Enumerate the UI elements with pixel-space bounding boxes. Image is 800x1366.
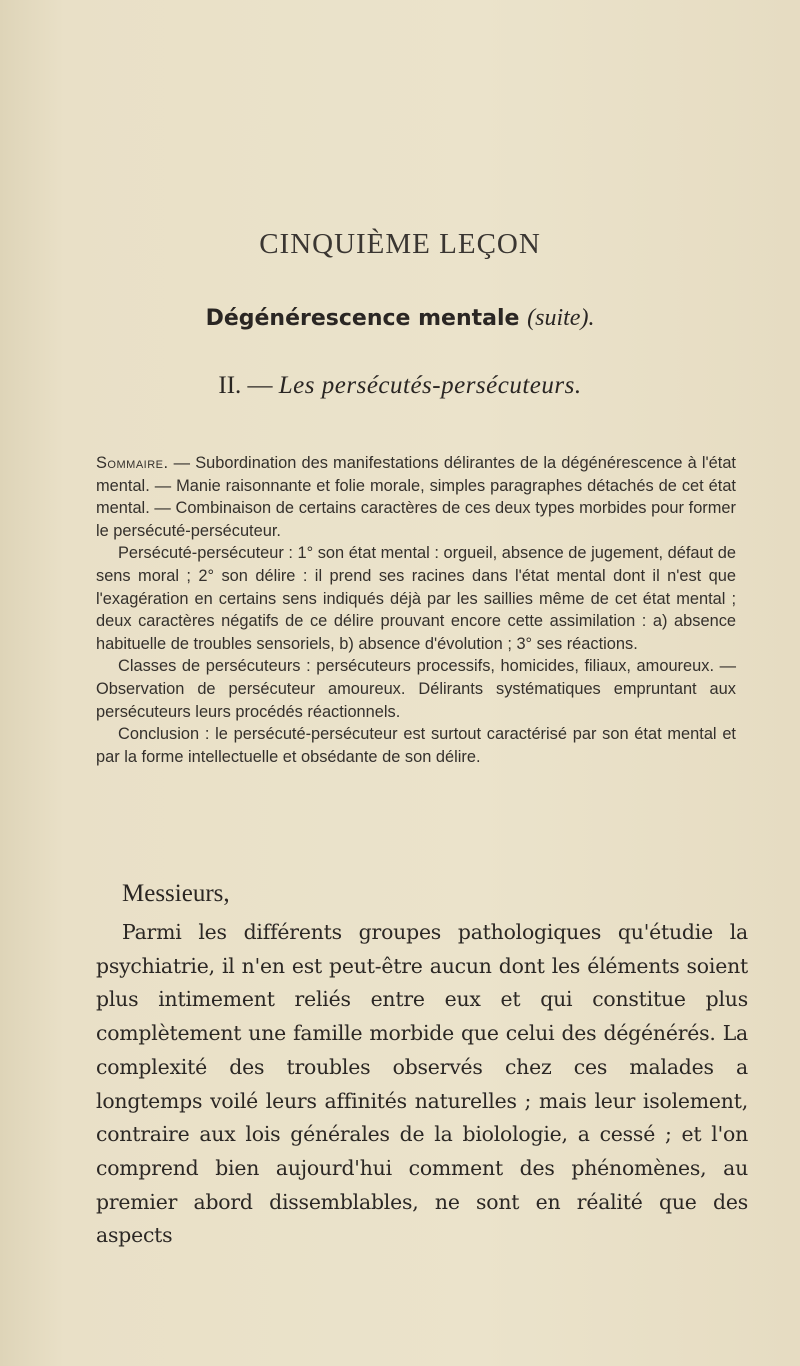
- sommaire-paragraph-text: — Subordination des manifestations délirantes de la dégénérescence à l'état mental. — Manie raisonnante et folie morale, simples paragraphes détachés de cet état mental. — Combinaison de certains caractères de ces deux types morbides pour former le persécuté-persécuteur.: [96, 454, 736, 540]
- sommaire-paragraph: Persécuté-persécuteur : 1° son état mental : orgueil, absence de jugement, défaut de sens moral ; 2° son délire : il prend ses racines dans l'état mental dont il n'est que l'exagération en certains sens indiqués déjà par les saillies même de cet état mental ; deux caractères négatifs de ce délire prouvant encore cette assimilation : a) absence habituelle de troubles sensoriels, b) absence d'évolution ; 3° ses réactions.: [96, 544, 736, 653]
- sommaire-paragraph: Conclusion : le persécuté-persécuteur est surtout caractérisé par son état mental et par la forme intellectuelle et obsédante de son délire.: [96, 725, 736, 766]
- lecon-title: CINQUIÈME LEÇON: [259, 228, 541, 260]
- sommaire: [96, 452, 736, 768]
- salutation: Messieurs,: [122, 880, 230, 907]
- chapter-title-suffix: (suite).: [527, 305, 595, 331]
- sommaire-paragraph: [96, 452, 736, 542]
- sommaire-label: Sommaire.: [96, 454, 169, 472]
- body-paragraph: Parmi les différents groupes pathologiques qu'étudie la psychiatrie, il n'en est peut-être aucun dont les éléments soient plus intimement reliés entre eux et qui constitue plus complètement une famille morbide que celui des dégénérés. La complexité des troubles observés chez ces malades a longtemps voilé leurs affinités naturelles ; mais leur isolement, contraire aux lois générales de la biolologie, a cessé ; et l'on comprend bien aujourd'hui comment des phénomènes, au premier abord dissemblables, ne sont en réalité que des aspects: [96, 920, 748, 1248]
- section-title-prefix: II. —: [218, 372, 279, 399]
- section-title: [0, 372, 800, 400]
- chapter-title-text: Dégénérescence mentale: [205, 306, 520, 331]
- section-title-text: Les persécutés-persécuteurs.: [278, 372, 582, 399]
- chapter-title: [0, 305, 800, 332]
- sommaire-paragraph: Classes de persécuteurs : persécuteurs processifs, homicides, filiaux, amoureux. — Observation de persécuteur amoureux. Délirants systématiques empruntant aux persécuteurs leurs procédés réactionnels.: [96, 657, 736, 721]
